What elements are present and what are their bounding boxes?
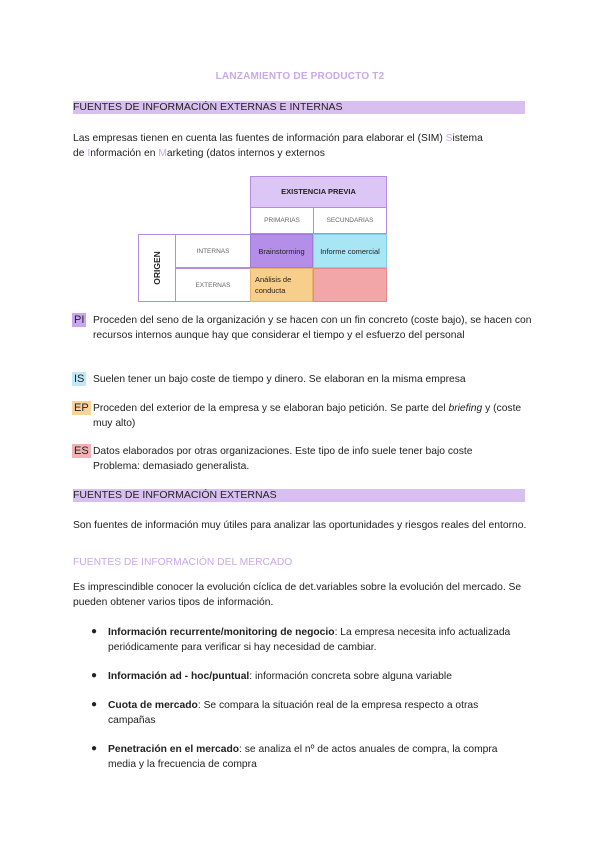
legend-pi-text: Proceden del seno de la organización y se hacen con un fin concreto (coste bajo), se hacen con recursos internos aunque hay que considerar el tiempo y el esfuerzo del personal [93, 315, 532, 341]
table-header-existencia-previa: EXISTENCIA PREVIA [250, 176, 387, 208]
intro-letter-i: I [87, 148, 91, 159]
bullet-rest: : información concreta sobre alguna variable [249, 671, 452, 682]
intro-text: de [73, 148, 88, 159]
bullet-dot: ● [91, 670, 98, 681]
row-header-externas: EXTERNAS [175, 268, 250, 302]
bullet-dot: ● [91, 743, 98, 754]
legend-ep-text-a: Proceden del exterior de la empresa y se elaboran bajo petición. Se parte del [93, 403, 449, 414]
bullet-dot: ● [91, 699, 98, 710]
row-axis-label: ORIGEN [152, 251, 162, 285]
tag-ep: EP [74, 402, 89, 414]
cell-brainstorming: Brainstorming [250, 234, 313, 268]
bullet-dot: ● [91, 626, 98, 637]
legend-ep-briefing: briefing [448, 403, 483, 414]
bullet-bold: Cuota de mercado [108, 700, 198, 711]
cell-informe-comercial: Informe comercial [313, 234, 387, 268]
cell-analisis-line1: Análisis de [255, 275, 292, 284]
tag-is: IS [74, 373, 85, 385]
intro-paragraph [73, 131, 528, 161]
cell-analisis-text [255, 274, 291, 296]
mercado-paragraph: Es imprescindible conocer la evolución cíclica de det.variables sobre la evolución del mercado. Se pueden obtener varios tipos de información. [73, 582, 522, 608]
legend-is-text: Suelen tener un bajo coste de tiempo y dinero. Se elaboran en la misma empresa [93, 374, 466, 385]
intro-text: nformación en [90, 148, 159, 159]
cell-empty-es [313, 268, 387, 302]
cell-analisis-line2: conducta [255, 286, 286, 295]
bullet-rest: : se analiza el nº de actos anuales de compra, la compra media y la frecuencia de compra [108, 744, 498, 770]
bullet-rest: : Se compara la situación real de la empresa respecto a otras campañas [108, 700, 479, 726]
page-title: LANZAMIENTO DE PRODUCTO T2 [215, 71, 385, 82]
row-header-internas: INTERNAS [175, 234, 250, 268]
bullet-item [108, 669, 528, 684]
bullet-item [108, 698, 528, 728]
legend-ep-text-b: y (coste muy alto) [93, 403, 522, 429]
tag-es: ES [74, 445, 89, 457]
legend-es-text: Datos elaborados por otras organizaciones. Este tipo de info suele tener bajo coste Problema: demasiado generalista. [93, 446, 473, 472]
col-header-primarias: PRIMARIAS [250, 208, 313, 234]
legend-ep-text [93, 401, 533, 431]
cell-analisis-conducta [250, 268, 313, 302]
intro-text: istema [452, 133, 483, 144]
intro-letter-m: M [158, 148, 167, 159]
subsection-heading-mercado: FUENTES DE INFORMACIÓN DEL MERCADO [73, 557, 293, 568]
tag-pi: PI [74, 314, 85, 326]
bullet-item [108, 742, 528, 772]
intro-text: Las empresas tienen en cuenta las fuentes de información para elaborar el (SIM) [73, 133, 446, 144]
bullet-bold: Información ad - hoc/puntual [108, 671, 250, 682]
intro-letter-s: S [445, 133, 453, 144]
intro-text: arketing (datos internos y externos [166, 148, 325, 159]
bullet-item [108, 625, 528, 655]
externas-paragraph: Son fuentes de información muy útiles para analizar las oportunidades y riesgos reales del entorno. [73, 520, 527, 531]
bullet-bold: Penetración en el mercado [108, 744, 240, 755]
row-axis-origen [138, 234, 175, 302]
section-heading-externas: FUENTES DE INFORMACIÓN EXTERNAS [73, 489, 525, 502]
bullet-rest: : La empresa necesita info actualizada periódicamente para verificar si hay necesidad de cambiar. [108, 627, 511, 653]
section-heading-externas-internas: FUENTES DE INFORMACIÓN EXTERNAS E INTERNAS [73, 101, 525, 114]
bullet-bold: Información recurrente/monitoring de negocio [108, 627, 335, 638]
col-header-secundarias: SECUNDARIAS [313, 208, 387, 234]
